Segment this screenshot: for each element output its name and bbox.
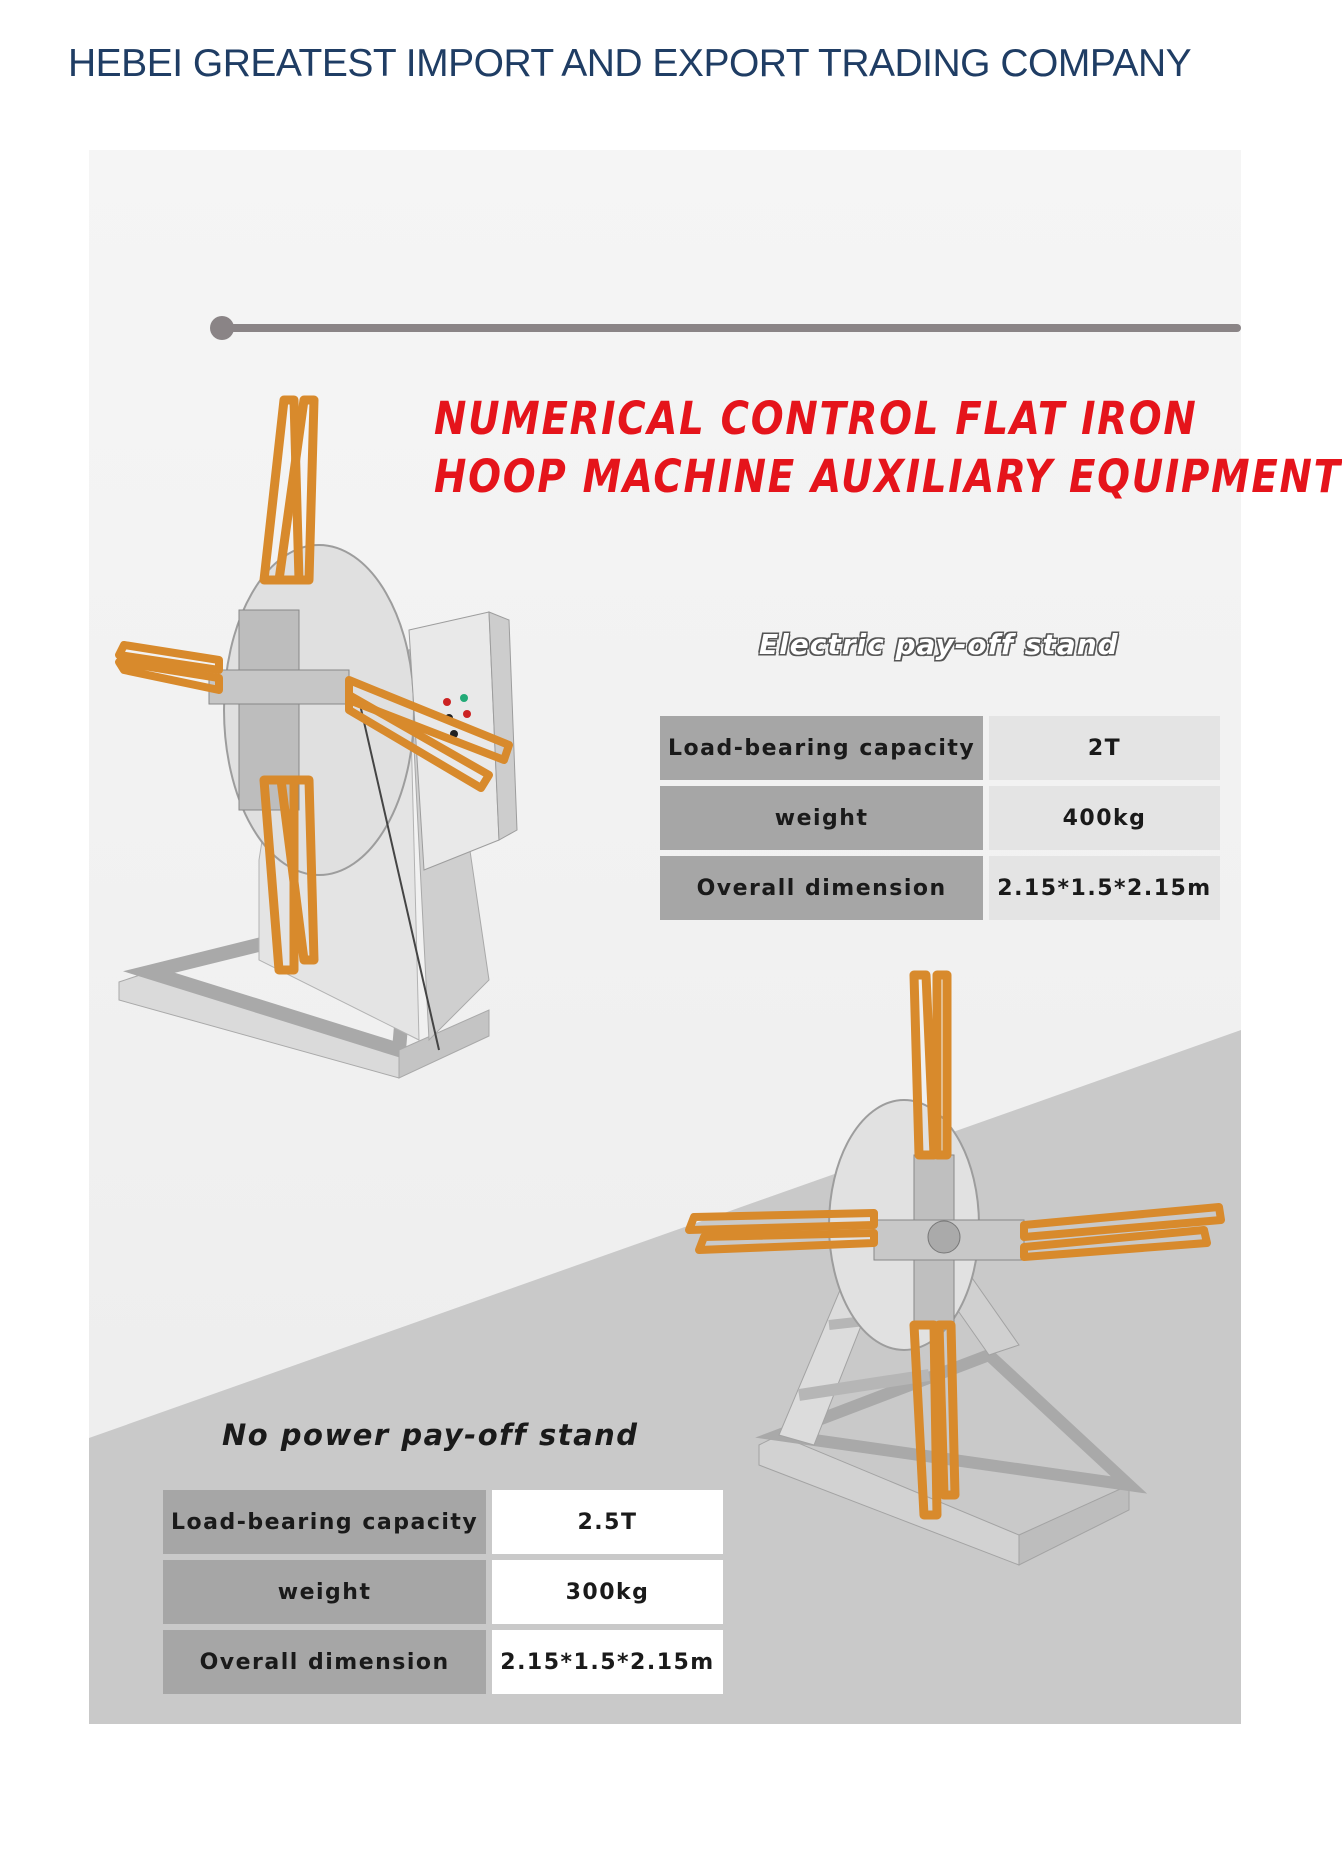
spec-label: weight xyxy=(163,1560,486,1624)
table-row xyxy=(163,1560,723,1624)
divider-line xyxy=(219,324,1241,332)
table-row xyxy=(163,1630,723,1694)
table-row xyxy=(163,1490,723,1554)
spec-value: 2.15*1.5*2.15m xyxy=(989,856,1219,920)
electric-payoff-stand-image xyxy=(109,400,649,1120)
no-power-stand-heading: No power pay-off stand xyxy=(222,1418,639,1452)
no-power-payoff-stand-image xyxy=(689,975,1229,1695)
spec-label: Load-bearing capacity xyxy=(163,1490,486,1554)
spec-label: weight xyxy=(660,786,983,850)
spec-value: 2.5T xyxy=(492,1490,722,1554)
company-name: HEBEI GREATEST IMPORT AND EXPORT TRADING COMPANY xyxy=(68,42,1192,85)
product-panel xyxy=(89,150,1342,1724)
spec-label: Load-bearing capacity xyxy=(660,716,983,780)
electric-stand-heading: Electric pay-off stand xyxy=(759,628,1119,661)
table-row xyxy=(660,856,1220,920)
table-row xyxy=(660,786,1220,850)
electric-stand-spec-table xyxy=(654,710,1226,926)
spec-value: 2T xyxy=(989,716,1219,780)
spec-value: 2.15*1.5*2.15m xyxy=(492,1630,722,1694)
spec-label: Overall dimension xyxy=(163,1630,486,1694)
divider-dot xyxy=(210,316,234,340)
table-row xyxy=(660,716,1220,780)
no-power-stand-spec-table xyxy=(157,1484,729,1700)
spec-value: 300kg xyxy=(492,1560,722,1624)
spec-value: 400kg xyxy=(989,786,1219,850)
spec-label: Overall dimension xyxy=(660,856,983,920)
title-line-2: HOOP MACHINE AUXILIARY EQUIPMENT xyxy=(434,450,1342,503)
title-line-1: NUMERICAL CONTROL FLAT IRON xyxy=(434,392,1198,445)
